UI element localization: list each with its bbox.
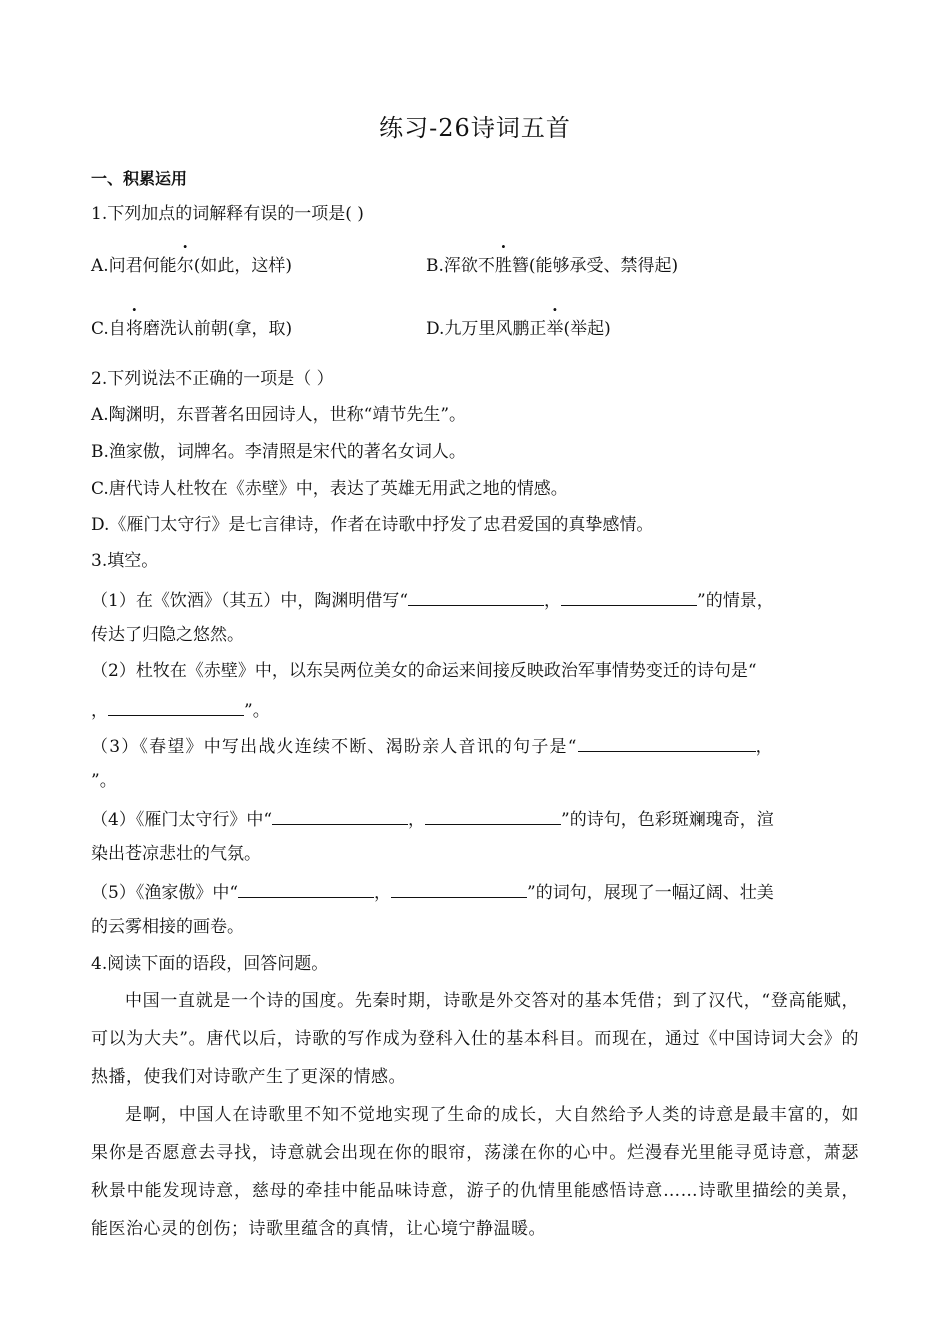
fill-text: ， xyxy=(408,810,426,830)
reading-paragraph-2: 是啊，中国人在诗歌里不知不觉地实现了生命的成长，大自然给予人类的诗意是最丰富的，如果你是否愿意去寻找，诗意就会出现在你的眼帘，荡漾在你的心中。烂漫春光里能寻觅诗意，萧瑟秋景中能发现诗意，慈母的牵挂中能品味诗意，游子的仇情里能感悟诗意……诗歌里描绘的美景，能医治心灵的创伤；诗歌里蕴含的真情，让心境宁静温暖。 xyxy=(91,1105,859,1239)
fill-item-4 xyxy=(91,806,774,831)
answer-blank[interactable] xyxy=(238,879,374,898)
fill-item-2: （2）杜牧在《赤壁》中，以东吴两位美女的命运来间接反映政治军事情势变迁的诗句是“ xyxy=(91,661,757,681)
answer-blank[interactable] xyxy=(108,697,244,716)
answer-blank[interactable] xyxy=(425,806,561,825)
option-text: 簪(能够承受、禁得起) xyxy=(511,256,679,276)
fill-text: ， xyxy=(755,737,774,757)
option-text: D.九万里风鹏正 xyxy=(426,319,547,339)
fill-item-2-cont xyxy=(91,697,270,722)
fill-item-5-cont: 的云雾相接的画卷。 xyxy=(91,917,244,937)
question-1-option-c xyxy=(91,318,292,340)
question-1-option-b xyxy=(426,255,678,277)
fill-text: （1）在《饮酒》（其五）中，陶渊明借写“ xyxy=(91,591,409,611)
option-text: B.浑欲不 xyxy=(426,256,495,276)
fill-text: ”的诗句，色彩斑斓瑰奇，渲 xyxy=(561,810,774,830)
question-2-option-b: B.渔家傲，词牌名。李清照是宋代的著名女词人。 xyxy=(91,442,466,462)
question-1-stem: 1.下列加点的词解释有误的一项是( ) xyxy=(91,204,364,224)
question-1-option-d xyxy=(426,318,611,340)
option-text: A.问君何能 xyxy=(91,256,177,276)
question-2-option-a: A.陶渊明，东晋著名田园诗人，世称“靖节先生”。 xyxy=(91,405,467,425)
answer-blank[interactable] xyxy=(561,587,697,606)
fill-item-1 xyxy=(91,587,774,612)
dotted-char: 胜 xyxy=(494,256,512,276)
option-text: C.自 xyxy=(91,319,126,339)
fill-text: ”的词句，展现了一幅辽阔、壮美 xyxy=(527,883,774,903)
reading-paragraph-1: 中国一直就是一个诗的国度。先秦时期，诗歌是外交答对的基本凭借；到了汉代，“登高能赋，可以为大夫”。唐代以后，诗歌的写作成为登科入仕的基本科目。而现在，通过《中国诗词大会》的热播，使我们对诗歌产生了更深的情感。 xyxy=(91,991,859,1087)
answer-blank[interactable] xyxy=(408,587,544,606)
dotted-char: 尔 xyxy=(176,256,194,276)
dotted-char: 举 xyxy=(546,319,564,339)
fill-item-3 xyxy=(91,733,774,758)
fill-item-1-cont: 传达了归隐之悠然。 xyxy=(91,625,244,645)
fill-text: ， xyxy=(374,883,392,903)
answer-blank[interactable] xyxy=(391,879,527,898)
section-heading: 一、积累运用 xyxy=(91,169,188,188)
answer-blank[interactable] xyxy=(272,806,408,825)
question-1-option-a xyxy=(91,255,292,277)
question-2-option-c: C.唐代诗人杜牧在《赤壁》中，表达了英雄无用武之地的情感。 xyxy=(91,479,568,499)
fill-item-5 xyxy=(91,879,774,904)
question-4-stem: 4.阅读下面的语段，回答问题。 xyxy=(91,954,329,974)
fill-text: （5）《渔家傲》中“ xyxy=(91,883,239,903)
option-text: (举起) xyxy=(563,319,611,339)
fill-text: ， xyxy=(91,701,108,721)
fill-text: （4）《雁门太守行》中“ xyxy=(91,810,273,830)
fill-text: ， xyxy=(544,591,562,611)
dotted-char: 将 xyxy=(125,319,143,339)
fill-text: ”。 xyxy=(244,701,270,721)
fill-item-3-cont: ”。 xyxy=(91,771,117,791)
question-2-stem: 2.下列说法不正确的一项是（ ） xyxy=(91,369,334,389)
fill-text: （3）《春望》中写出战火连续不断、渴盼亲人音讯的句子是“ xyxy=(91,737,578,757)
answer-blank[interactable] xyxy=(578,733,756,752)
fill-item-4-cont: 染出苍凉悲壮的气氛。 xyxy=(91,844,261,864)
question-2-option-d: D.《雁门太守行》是七言律诗，作者在诗歌中抒发了忠君爱国的真挚感情。 xyxy=(91,515,654,535)
question-3-stem: 3.填空。 xyxy=(91,551,159,571)
page-title: 练习-26诗词五首 xyxy=(379,114,571,142)
option-text: 磨洗认前朝(拿，取) xyxy=(142,319,293,339)
option-text: (如此，这样) xyxy=(193,256,292,276)
fill-text: ”的情景， xyxy=(697,591,774,611)
